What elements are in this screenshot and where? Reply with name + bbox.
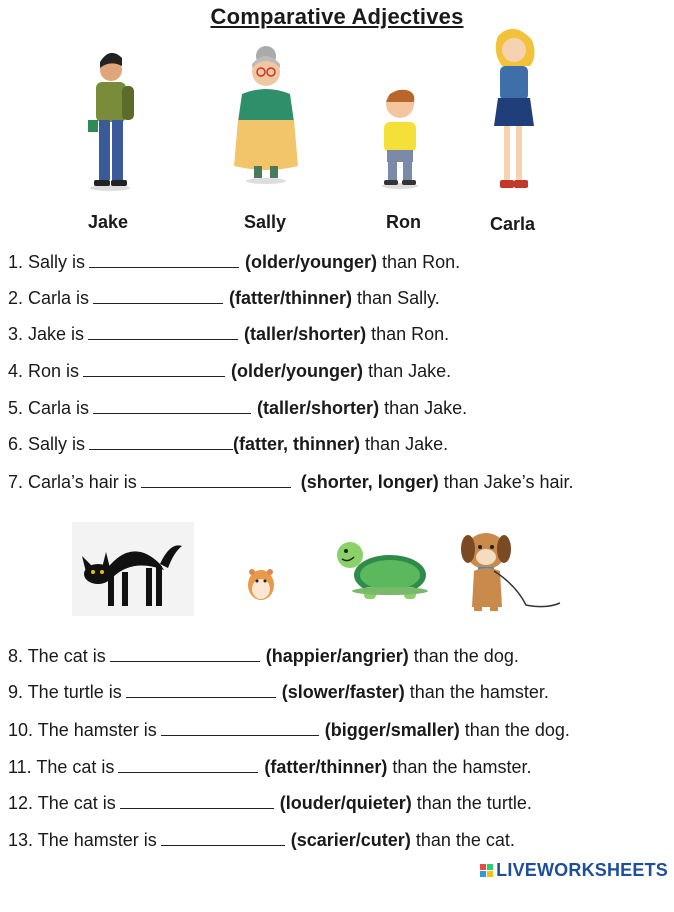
answer-options: (older/younger) (231, 361, 364, 381)
answer-blank[interactable] (110, 647, 260, 662)
question-ending: than Jake’s hair. (438, 472, 574, 492)
question-ending: than Jake. (363, 361, 452, 381)
question-4 (8, 361, 451, 382)
question-5 (8, 398, 467, 419)
answer-blank[interactable] (120, 794, 274, 809)
question-9 (8, 682, 549, 703)
question-ending: than the dog. (408, 646, 519, 666)
question-text: 13. The hamster is (8, 830, 157, 850)
sally-illustration (228, 44, 304, 184)
question-ending: than the hamster. (404, 682, 549, 702)
question-text: 10. The hamster is (8, 720, 157, 740)
answer-options: (taller/shorter) (257, 398, 380, 418)
question-ending: than Jake. (379, 398, 468, 418)
question-text: 4. Ron is (8, 361, 80, 381)
question-text: 6. Sally is (8, 434, 86, 454)
answer-blank[interactable] (118, 758, 258, 773)
question-7 (8, 472, 574, 493)
question-text: 1. Sally is (8, 252, 86, 272)
answer-options: (shorter, longer) (300, 472, 439, 492)
question-2 (8, 288, 440, 309)
answer-blank[interactable] (89, 435, 233, 450)
question-text: 7. Carla’s hair is (8, 472, 137, 492)
answer-options: (fatter, thinner) (233, 434, 361, 454)
question-text: 5. Carla is (8, 398, 90, 418)
answer-blank[interactable] (141, 473, 291, 488)
answer-blank[interactable] (93, 289, 223, 304)
question-12 (8, 793, 532, 814)
question-6 (8, 434, 448, 455)
hamster-illustration (247, 567, 275, 601)
question-8 (8, 646, 519, 667)
question-3 (8, 324, 449, 345)
question-ending: than the dog. (459, 720, 570, 740)
question-text: 9. The turtle is (8, 682, 122, 702)
jake-illustration (80, 42, 140, 192)
answer-options: (bigger/smaller) (324, 720, 460, 740)
question-10 (8, 720, 570, 741)
answer-blank[interactable] (126, 683, 276, 698)
question-ending: than Ron. (366, 324, 450, 344)
question-ending: than the turtle. (411, 793, 532, 813)
character-name-ron: Ron (386, 212, 421, 232)
question-text: 2. Carla is (8, 288, 90, 308)
liveworksheets-brand: LIVEWORKSHEETS (496, 860, 668, 880)
question-text: 12. The cat is (8, 793, 116, 813)
ron-illustration (372, 84, 428, 190)
carla-illustration (484, 26, 542, 196)
answer-blank[interactable] (161, 831, 285, 846)
character-name-sally: Sally (244, 212, 287, 232)
answer-options: (louder/quieter) (279, 793, 412, 813)
dog-illustration (456, 525, 566, 619)
turtle-illustration (332, 535, 434, 603)
answer-blank[interactable] (161, 721, 319, 736)
question-text: 8. The cat is (8, 646, 106, 666)
character-name-jake: Jake (88, 212, 129, 232)
question-1 (8, 252, 460, 273)
answer-blank[interactable] (93, 399, 251, 414)
answer-options: (taller/shorter) (244, 324, 367, 344)
answer-blank[interactable] (83, 362, 225, 377)
worksheet-title: Comparative Adjectives (210, 4, 464, 29)
answer-options: (happier/angrier) (265, 646, 409, 666)
question-11 (8, 757, 532, 778)
question-text: 3. Jake is (8, 324, 85, 344)
character-name-carla: Carla (490, 214, 536, 234)
answer-options: (scarier/cuter) (290, 830, 411, 850)
question-ending: than the hamster. (387, 757, 532, 777)
question-text: 11. The cat is (8, 757, 115, 777)
question-13 (8, 830, 515, 851)
answer-options: (older/younger) (245, 252, 378, 272)
question-ending: than Jake. (360, 434, 449, 454)
liveworksheets-logo-icon (480, 864, 494, 878)
liveworksheets-logo (480, 860, 668, 881)
answer-options: (fatter/thinner) (264, 757, 388, 777)
question-ending: than Ron. (377, 252, 461, 272)
question-ending: than the cat. (410, 830, 515, 850)
question-ending: than Sally. (352, 288, 440, 308)
cat-illustration (72, 522, 194, 616)
answer-blank[interactable] (88, 325, 238, 340)
answer-blank[interactable] (89, 253, 239, 268)
answer-options: (slower/faster) (281, 682, 405, 702)
answer-options: (fatter/thinner) (229, 288, 353, 308)
